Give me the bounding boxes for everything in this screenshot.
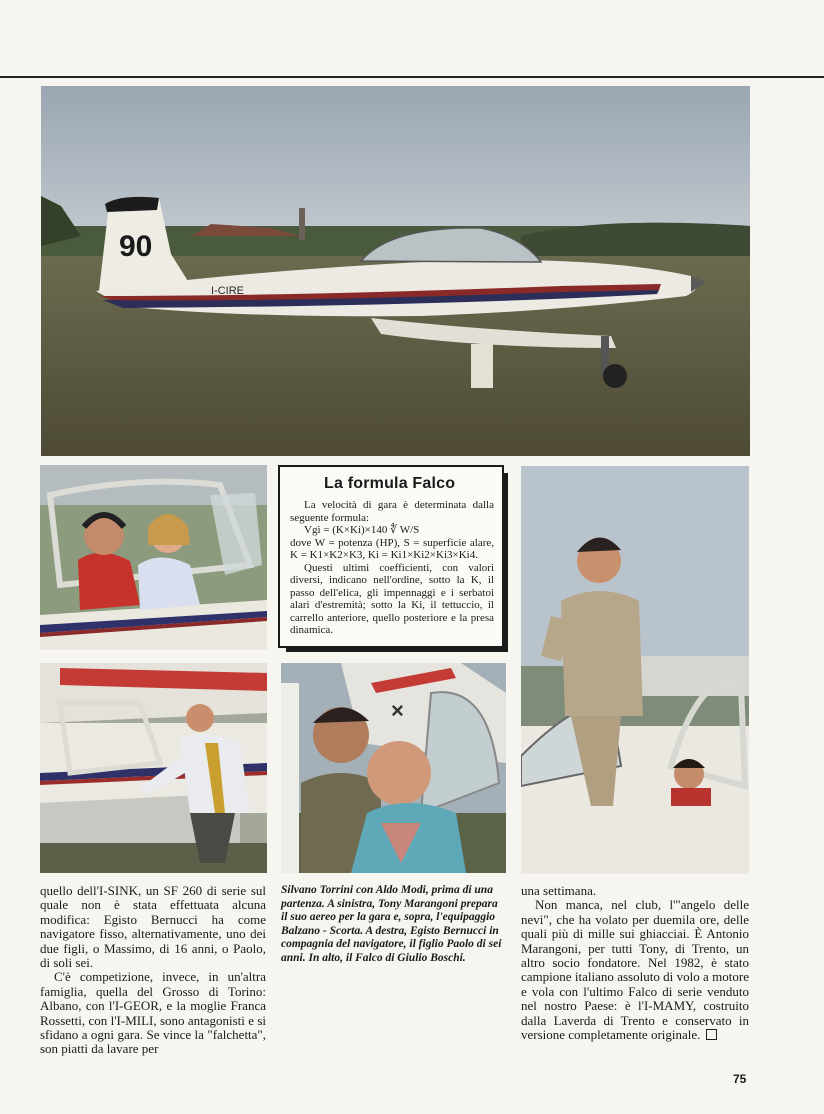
photo-crew-in-cockpit: [40, 465, 267, 650]
photo-caption: [281, 884, 505, 966]
photo-pilot-with-son: [521, 466, 749, 874]
formula-line-1: La velocità di gara è determinata dalla seguente formula:: [290, 499, 494, 524]
page-number: 75: [733, 1072, 747, 1086]
formula-box: [278, 465, 504, 648]
caption-text: Silvano Torrini con Aldo Modi, prima di una partenza. A sinistra, Tony Marangoni prepara il suo aereo per la gara e, sopra, l'equipaggio Balzano - Scorta. A destra, Egisto Bernucci in compagnia del navigatore, il figlio Paolo di sei anni. In alto, il Falco di Giulio Boschi.: [281, 884, 502, 964]
right-paragraph-2-wrap: [521, 898, 749, 1042]
formula-box-text: [290, 499, 494, 637]
header-rule: [0, 76, 824, 78]
photo-two-pilots: [281, 663, 506, 873]
photo-aircraft-on-field: [41, 86, 750, 456]
end-of-article-icon: [706, 1029, 717, 1040]
svg-text:×: ×: [391, 698, 404, 723]
right-paragraph-2: Non manca, nel club, l'"angelo delle nevi", che ha volato per duemila ore, delle quali più di mille sui ghiacciai. È Antonio Marangoni, per tutti Tony, di Trento, un altro socio fondatore. Nel 1982, è stato campione italiano assoluto di volo a motore e vola con l'ultimo Falco di serie venduto nel nostro Paese: è l'I-MAMY, costruito dalla Laverda di Trento e conservato in versione completamente originale.: [521, 897, 749, 1043]
photo-pilot-preparing-aircraft: [40, 663, 267, 873]
formula-line-3: dove W = potenza (HP), S = superficie alare, K = K1×K2×K3, Ki = Ki1×Ki2×Ki3×Ki4.: [290, 536, 494, 561]
formula-line-2: Vgi = (K×Ki)×140 ∜ W/S: [304, 524, 420, 536]
right-paragraph-1: una settimana.: [521, 883, 597, 898]
left-paragraph-1: quello dell'I-SINK, un SF 260 di serie sul quale non è stata effettuata alcuna modifica: Egisto Bernucci ha come navigatore fisso, alternativamente, uno dei due figli, o Massimo, di 16 anni, o Paolo, di soli sei.: [40, 883, 266, 971]
aircraft-registration: I-CIRE: [211, 285, 244, 297]
article-column-left: [40, 884, 266, 1057]
article-column-right: [521, 884, 749, 1042]
formula-line-4: Questi ultimi coefficienti, con valori diversi, indicano nell'ordine, sotto la K, il passo dell'elica, gli impennaggi e i serbatoi alari d'estremità; sotto la Ki, il tettuccio, il carrello anteriore, quello posteriore e la presa dinamica.: [290, 561, 494, 636]
aircraft-number: 90: [119, 230, 153, 263]
formula-box-title: La formula Falco: [324, 475, 456, 492]
left-paragraph-2: C'è competizione, invece, in un'altra famiglia, quella del Grosso di Torino: Albano, con l'I-GEOR, e la moglie Franca Rossetti, con l'I-MILI, sono antagonisti e si sfidano a ogni gara. Se vince la "falchetta", son piatti da lavare per: [40, 969, 266, 1057]
